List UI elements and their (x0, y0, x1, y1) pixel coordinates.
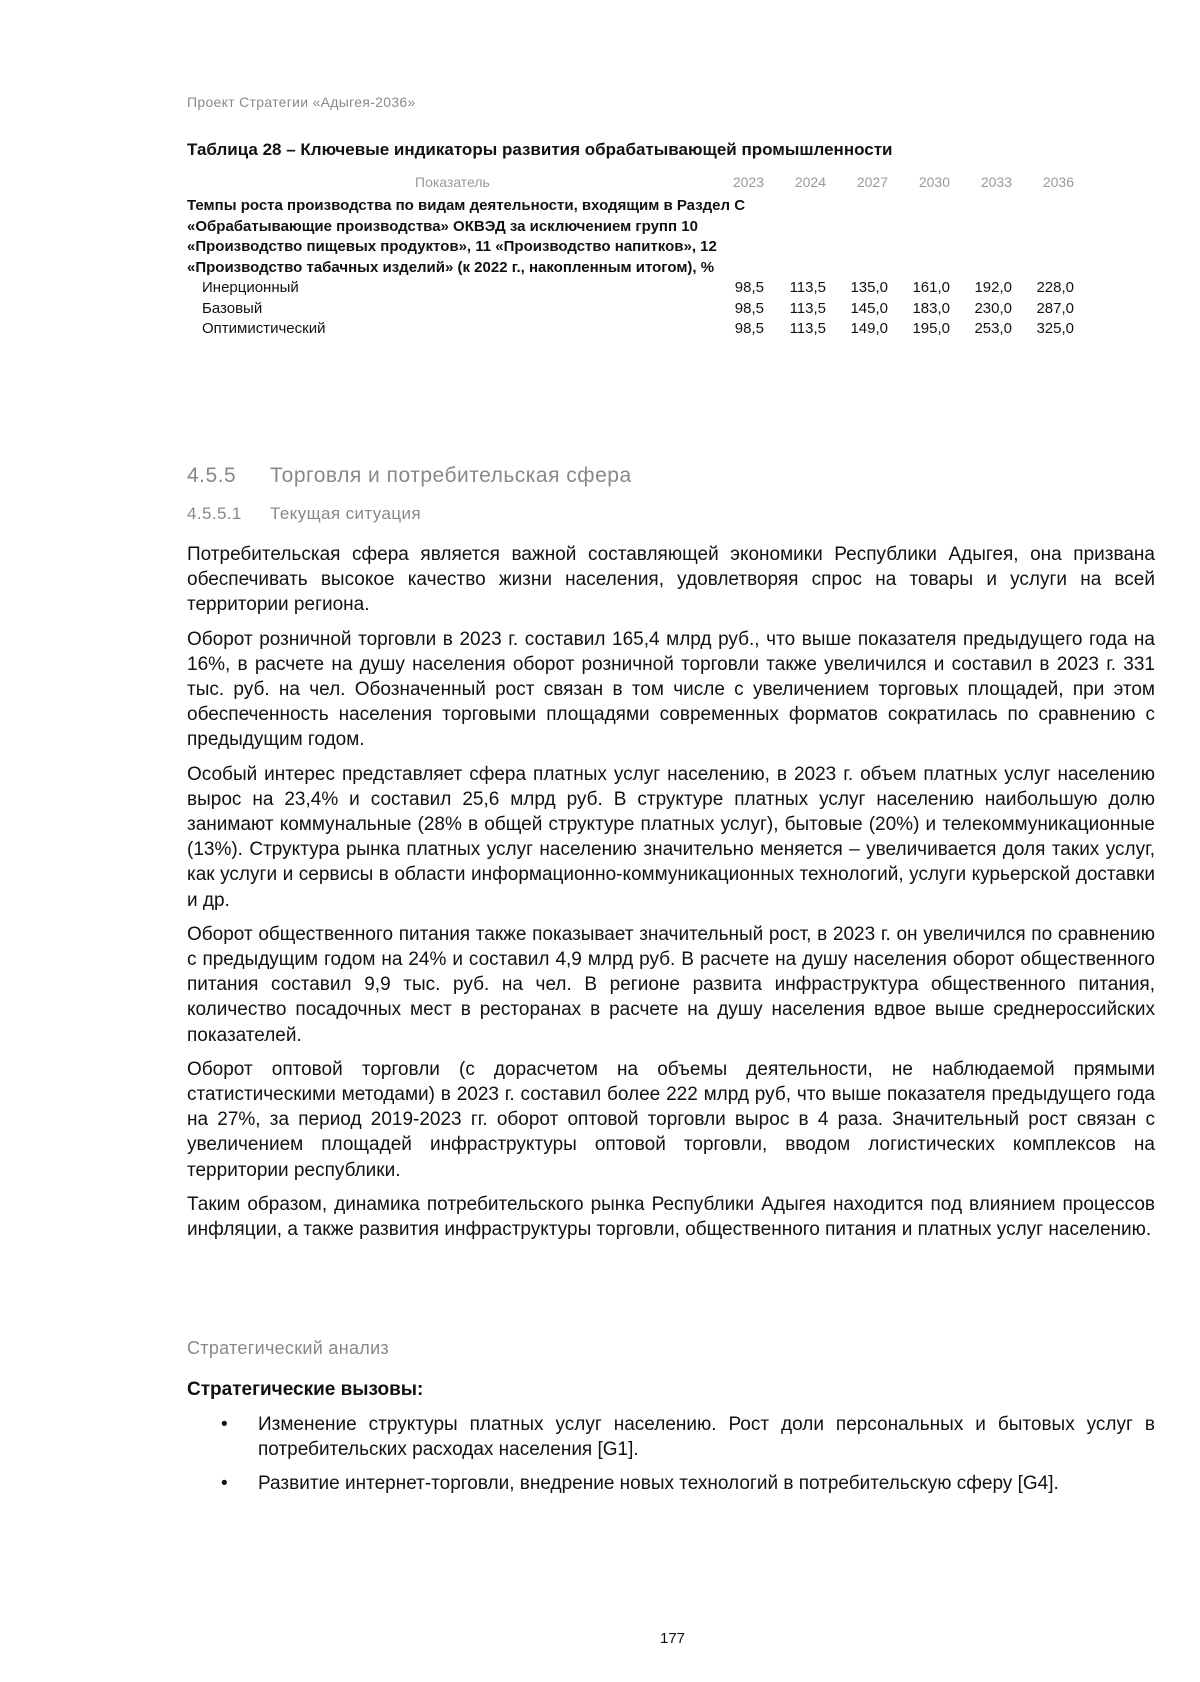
table-cell: 149,0 (850, 320, 888, 337)
subsection-number: 4.5.5.1 (187, 504, 242, 523)
table-cell: 228,0 (1036, 279, 1074, 296)
paragraph: Таким образом, динамика потребительского рынка Республики Адыгея находится под влиянием процессов инфляции, а также развития инфраструктуры торговли, общественного питания и платных услуг населению. (187, 1193, 1155, 1241)
table-cell: 195,0 (912, 320, 950, 337)
section-heading (187, 464, 632, 488)
table-cell: 135,0 (850, 279, 888, 296)
year-header-2030: 2030 (918, 174, 950, 190)
strategic-analysis-heading: Стратегический анализ (187, 1338, 389, 1358)
table-cell: 113,5 (789, 279, 826, 296)
row-label: Оптимистический (202, 320, 326, 337)
table-row (187, 299, 1155, 320)
section-title: Торговля и потребительская сфера (270, 464, 632, 487)
table-group-label: Темпы роста производства по видам деятельности, входящим в Раздел С «Обрабатывающие производства» ОКВЭД за исключением групп 10 «Производство пищевых продуктов», 11 «Производство напитков», 12 «Производство табачных изделий» (к 2022 г., накопленным итогом), % (187, 197, 746, 276)
table-cell: 287,0 (1036, 299, 1074, 317)
subsection-heading (187, 504, 421, 524)
table-cell: 192,0 (974, 279, 1012, 296)
table-cell: 98,5 (734, 320, 764, 337)
table-cell: 98,5 (734, 299, 764, 317)
table-cell: 161,0 (912, 279, 950, 296)
table-row (187, 319, 1155, 340)
strategic-challenges-heading: Стратегические вызовы: (187, 1379, 424, 1400)
year-header-2027: 2027 (856, 174, 888, 190)
row-label: Базовый (202, 299, 263, 317)
section-number: 4.5.5 (187, 464, 237, 487)
bullet-icon: • (221, 1473, 228, 1495)
year-header-2024: 2024 (794, 174, 826, 190)
table-cell: 325,0 (1036, 320, 1074, 337)
table-caption: Таблица 28 – Ключевые индикаторы развития обрабатывающей промышленности (187, 140, 893, 159)
table-cell: 145,0 (850, 299, 888, 317)
paragraph: Особый интерес представляет сфера платных услуг населению, в 2023 г. объем платных услуг населению вырос на 23,4% и составил 25,6 млрд руб. В структуре платных услуг населению наибольшую долю занимают коммунальные (28% в общей структуре платных услуг), бытовые (20%) и телекоммуникационные (13%). Структура рынка платных услуг населению значительно меняется – увеличивается доля таких услуг, как услуги и сервисы в области информационно-коммуникационных технологий, услуги курьерской доставки и др. (187, 763, 1155, 911)
subsection-title: Текущая ситуация (270, 504, 421, 523)
year-header-2036: 2036 (1042, 174, 1074, 190)
paragraph: Потребительская сфера является важной составляющей экономики Республики Адыгея, она призвана обеспечивать высокое качество жизни населения, удовлетворяя спрос на товары и услуги на всей территории региона. (187, 544, 1155, 616)
running-header: Проект Стратегии «Адыгея-2036» (187, 94, 416, 110)
table-cell: 253,0 (974, 320, 1012, 337)
challenges-list (187, 1412, 1155, 1506)
list-item-text: Изменение структуры платных услуг населению. Рост доли персональных и бытовых услуг в потребительских расходах населения [G1]. (258, 1414, 1155, 1461)
table-cell: 183,0 (912, 299, 950, 317)
table-cell: 98,5 (734, 279, 764, 296)
page-number: 177 (659, 1630, 686, 1647)
table-header-row (187, 174, 1155, 194)
list-item-text: Развитие интернет-торговли, внедрение новых технологий в потребительскую сферу [G4]. (258, 1473, 1059, 1495)
paragraph: Оборот оптовой торговли (с дорасчетом на объемы деятельности, не наблюдаемой прямыми статистическими методами) в 2023 г. составил более 222 млрд руб, что выше показателя предыдущего года на 27%, за период 2019-2023 гг. оборот оптовой торговли вырос в 4 раза. Значительный рост связан с увеличением площадей инфраструктуры оптовой торговли, вводом логистических комплексов на территории республики. (187, 1058, 1155, 1181)
row-label: Инерционный (202, 279, 299, 296)
year-header-2033: 2033 (980, 174, 1012, 190)
indicators-table (187, 174, 1155, 340)
list-item (187, 1412, 1155, 1462)
paragraph: Оборот розничной торговли в 2023 г. составил 165,4 млрд руб., что выше показателя предыдущего года на 16%, в расчете на душу населения оборот розничной торговли также увеличился и составил в 2023 г. 331 тыс. руб. на чел. Обозначенный рост связан в том числе с увеличением торговых площадей, при этом обеспеченность населения торговыми площадями современных форматов сократилась по сравнению с предыдущим годом. (187, 628, 1155, 751)
list-item (187, 1471, 1155, 1496)
bullet-icon: • (221, 1414, 228, 1435)
paragraph: Оборот общественного питания также показывает значительный рост, в 2023 г. он увеличился по сравнению с предыдущим годом на 24% и составил 4,9 млрд руб. В расчете на душу населения оборот общественного питания составил 9,9 тыс. руб. на чел. В регионе развита инфраструктура общественного питания, количество посадочных мест в ресторанах в расчете на душу населения вдвое выше среднероссийских показателей. (187, 923, 1155, 1046)
indicator-column-header: Показатель (415, 174, 490, 190)
table-cell: 113,5 (789, 299, 826, 317)
body-text (187, 542, 1155, 1251)
year-header-2023: 2023 (732, 174, 764, 190)
table-cell: 230,0 (974, 299, 1012, 317)
table-cell: 113,5 (789, 320, 826, 337)
table-row (187, 278, 1155, 299)
